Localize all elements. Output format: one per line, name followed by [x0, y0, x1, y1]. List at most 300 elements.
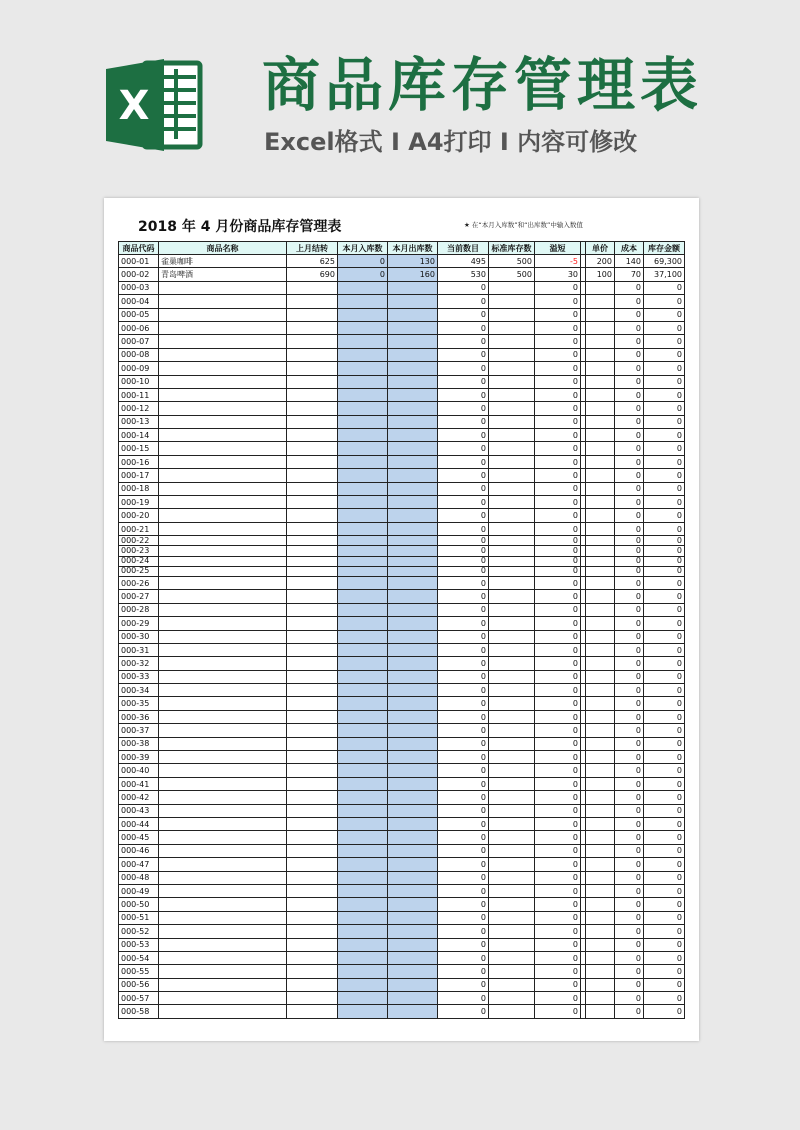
stock-out-cell[interactable]: [388, 938, 438, 951]
stock-in-cell[interactable]: [338, 522, 388, 535]
product-name-cell[interactable]: [159, 724, 287, 737]
product-name-cell[interactable]: [159, 482, 287, 495]
unit-price-cell[interactable]: [586, 1005, 615, 1018]
stock-out-cell[interactable]: [388, 737, 438, 750]
stock-out-cell[interactable]: [388, 777, 438, 790]
unit-price-cell[interactable]: [586, 402, 615, 415]
product-code-cell[interactable]: 000-20: [119, 509, 159, 522]
product-code-cell[interactable]: 000-26: [119, 576, 159, 589]
standard-stock-cell[interactable]: [489, 697, 535, 710]
unit-price-cell[interactable]: 100: [586, 268, 615, 281]
unit-price-cell[interactable]: [586, 590, 615, 603]
standard-stock-cell[interactable]: [489, 388, 535, 401]
last-month-balance-cell[interactable]: [287, 566, 338, 576]
stock-in-cell[interactable]: [338, 670, 388, 683]
product-code-cell[interactable]: 000-04: [119, 295, 159, 308]
stock-out-cell[interactable]: [388, 469, 438, 482]
product-name-cell[interactable]: [159, 455, 287, 468]
stock-in-cell[interactable]: [338, 321, 388, 334]
standard-stock-cell[interactable]: [489, 817, 535, 830]
last-month-balance-cell[interactable]: [287, 630, 338, 643]
product-code-cell[interactable]: 000-51: [119, 911, 159, 924]
unit-price-cell[interactable]: [586, 556, 615, 566]
product-code-cell[interactable]: 000-02: [119, 268, 159, 281]
product-name-cell[interactable]: [159, 335, 287, 348]
unit-price-cell[interactable]: [586, 992, 615, 1005]
product-code-cell[interactable]: 000-08: [119, 348, 159, 361]
standard-stock-cell[interactable]: [489, 1005, 535, 1018]
product-code-cell[interactable]: 000-43: [119, 804, 159, 817]
unit-price-cell[interactable]: [586, 455, 615, 468]
product-name-cell[interactable]: [159, 858, 287, 871]
stock-in-cell[interactable]: [338, 388, 388, 401]
last-month-balance-cell[interactable]: [287, 617, 338, 630]
unit-price-cell[interactable]: [586, 482, 615, 495]
unit-price-cell[interactable]: [586, 751, 615, 764]
stock-out-cell[interactable]: [388, 831, 438, 844]
last-month-balance-cell[interactable]: [287, 911, 338, 924]
product-code-cell[interactable]: 000-17: [119, 469, 159, 482]
unit-price-cell[interactable]: [586, 522, 615, 535]
last-month-balance-cell[interactable]: [287, 556, 338, 566]
unit-price-cell[interactable]: 200: [586, 255, 615, 268]
product-name-cell[interactable]: [159, 925, 287, 938]
stock-in-cell[interactable]: [338, 791, 388, 804]
stock-out-cell[interactable]: [388, 925, 438, 938]
stock-out-cell[interactable]: [388, 898, 438, 911]
unit-price-cell[interactable]: [586, 566, 615, 576]
stock-out-cell[interactable]: [388, 536, 438, 546]
last-month-balance-cell[interactable]: [287, 804, 338, 817]
product-name-cell[interactable]: [159, 992, 287, 1005]
stock-in-cell[interactable]: [338, 844, 388, 857]
product-name-cell[interactable]: [159, 737, 287, 750]
unit-price-cell[interactable]: [586, 375, 615, 388]
stock-out-cell[interactable]: 130: [388, 255, 438, 268]
unit-price-cell[interactable]: [586, 858, 615, 871]
standard-stock-cell[interactable]: [489, 496, 535, 509]
stock-out-cell[interactable]: [388, 442, 438, 455]
stock-out-cell[interactable]: [388, 509, 438, 522]
unit-price-cell[interactable]: [586, 362, 615, 375]
last-month-balance-cell[interactable]: [287, 429, 338, 442]
last-month-balance-cell[interactable]: [287, 710, 338, 723]
standard-stock-cell[interactable]: [489, 536, 535, 546]
stock-in-cell[interactable]: [338, 804, 388, 817]
stock-out-cell[interactable]: [388, 871, 438, 884]
stock-out-cell[interactable]: [388, 817, 438, 830]
standard-stock-cell[interactable]: [489, 308, 535, 321]
stock-out-cell[interactable]: [388, 335, 438, 348]
stock-in-cell[interactable]: [338, 429, 388, 442]
product-name-cell[interactable]: [159, 817, 287, 830]
stock-out-cell[interactable]: [388, 751, 438, 764]
standard-stock-cell[interactable]: [489, 546, 535, 556]
stock-out-cell[interactable]: [388, 455, 438, 468]
stock-in-cell[interactable]: [338, 724, 388, 737]
stock-in-cell[interactable]: [338, 884, 388, 897]
last-month-balance-cell[interactable]: 625: [287, 255, 338, 268]
last-month-balance-cell[interactable]: [287, 1005, 338, 1018]
stock-in-cell[interactable]: [338, 566, 388, 576]
product-code-cell[interactable]: 000-45: [119, 831, 159, 844]
last-month-balance-cell[interactable]: [287, 402, 338, 415]
product-code-cell[interactable]: 000-33: [119, 670, 159, 683]
product-code-cell[interactable]: 000-31: [119, 643, 159, 656]
product-code-cell[interactable]: 000-10: [119, 375, 159, 388]
standard-stock-cell[interactable]: [489, 630, 535, 643]
last-month-balance-cell[interactable]: [287, 335, 338, 348]
last-month-balance-cell[interactable]: [287, 871, 338, 884]
product-code-cell[interactable]: 000-42: [119, 791, 159, 804]
last-month-balance-cell[interactable]: [287, 751, 338, 764]
product-name-cell[interactable]: [159, 951, 287, 964]
product-code-cell[interactable]: 000-34: [119, 684, 159, 697]
unit-price-cell[interactable]: [586, 657, 615, 670]
stock-in-cell[interactable]: [338, 348, 388, 361]
product-code-cell[interactable]: 000-40: [119, 764, 159, 777]
product-code-cell[interactable]: 000-05: [119, 308, 159, 321]
unit-price-cell[interactable]: [586, 281, 615, 294]
stock-in-cell[interactable]: [338, 630, 388, 643]
standard-stock-cell[interactable]: [489, 925, 535, 938]
stock-in-cell[interactable]: [338, 978, 388, 991]
stock-in-cell[interactable]: [338, 871, 388, 884]
product-name-cell[interactable]: [159, 657, 287, 670]
stock-in-cell[interactable]: [338, 737, 388, 750]
last-month-balance-cell[interactable]: [287, 697, 338, 710]
product-name-cell[interactable]: [159, 617, 287, 630]
stock-out-cell[interactable]: [388, 281, 438, 294]
unit-price-cell[interactable]: [586, 684, 615, 697]
stock-out-cell[interactable]: [388, 429, 438, 442]
unit-price-cell[interactable]: [586, 415, 615, 428]
unit-price-cell[interactable]: [586, 710, 615, 723]
last-month-balance-cell[interactable]: [287, 469, 338, 482]
stock-out-cell[interactable]: [388, 670, 438, 683]
standard-stock-cell[interactable]: [489, 455, 535, 468]
product-code-cell[interactable]: 000-56: [119, 978, 159, 991]
stock-in-cell[interactable]: [338, 925, 388, 938]
standard-stock-cell[interactable]: [489, 281, 535, 294]
unit-price-cell[interactable]: [586, 911, 615, 924]
product-code-cell[interactable]: 000-41: [119, 777, 159, 790]
product-name-cell[interactable]: [159, 566, 287, 576]
product-code-cell[interactable]: 000-18: [119, 482, 159, 495]
last-month-balance-cell[interactable]: [287, 817, 338, 830]
last-month-balance-cell[interactable]: [287, 362, 338, 375]
stock-out-cell[interactable]: [388, 362, 438, 375]
stock-in-cell[interactable]: [338, 831, 388, 844]
last-month-balance-cell[interactable]: [287, 509, 338, 522]
last-month-balance-cell[interactable]: [287, 348, 338, 361]
unit-price-cell[interactable]: [586, 737, 615, 750]
product-name-cell[interactable]: [159, 415, 287, 428]
stock-in-cell[interactable]: [338, 455, 388, 468]
stock-in-cell[interactable]: [338, 858, 388, 871]
standard-stock-cell[interactable]: [489, 482, 535, 495]
product-name-cell[interactable]: [159, 590, 287, 603]
stock-out-cell[interactable]: [388, 617, 438, 630]
standard-stock-cell[interactable]: [489, 348, 535, 361]
standard-stock-cell[interactable]: [489, 657, 535, 670]
stock-in-cell[interactable]: [338, 643, 388, 656]
product-code-cell[interactable]: 000-29: [119, 617, 159, 630]
product-name-cell[interactable]: [159, 388, 287, 401]
product-code-cell[interactable]: 000-47: [119, 858, 159, 871]
standard-stock-cell[interactable]: [489, 603, 535, 616]
unit-price-cell[interactable]: [586, 777, 615, 790]
last-month-balance-cell[interactable]: [287, 764, 338, 777]
product-code-cell[interactable]: 000-30: [119, 630, 159, 643]
stock-out-cell[interactable]: [388, 482, 438, 495]
stock-out-cell[interactable]: [388, 375, 438, 388]
standard-stock-cell[interactable]: [489, 402, 535, 415]
product-code-cell[interactable]: 000-22: [119, 536, 159, 546]
product-name-cell[interactable]: [159, 911, 287, 924]
stock-in-cell[interactable]: [338, 710, 388, 723]
stock-in-cell[interactable]: [338, 308, 388, 321]
stock-out-cell[interactable]: [388, 576, 438, 589]
product-name-cell[interactable]: [159, 965, 287, 978]
last-month-balance-cell[interactable]: [287, 951, 338, 964]
product-name-cell[interactable]: [159, 898, 287, 911]
product-name-cell[interactable]: [159, 402, 287, 415]
unit-price-cell[interactable]: [586, 871, 615, 884]
last-month-balance-cell[interactable]: [287, 643, 338, 656]
last-month-balance-cell[interactable]: [287, 308, 338, 321]
stock-out-cell[interactable]: [388, 546, 438, 556]
standard-stock-cell[interactable]: [489, 724, 535, 737]
last-month-balance-cell[interactable]: [287, 522, 338, 535]
last-month-balance-cell[interactable]: [287, 321, 338, 334]
product-code-cell[interactable]: 000-25: [119, 566, 159, 576]
unit-price-cell[interactable]: [586, 724, 615, 737]
stock-out-cell[interactable]: [388, 630, 438, 643]
stock-out-cell[interactable]: [388, 858, 438, 871]
product-name-cell[interactable]: [159, 295, 287, 308]
last-month-balance-cell[interactable]: [287, 295, 338, 308]
product-code-cell[interactable]: 000-14: [119, 429, 159, 442]
stock-in-cell[interactable]: [338, 697, 388, 710]
unit-price-cell[interactable]: [586, 951, 615, 964]
last-month-balance-cell[interactable]: [287, 737, 338, 750]
unit-price-cell[interactable]: [586, 884, 615, 897]
last-month-balance-cell[interactable]: [287, 925, 338, 938]
product-code-cell[interactable]: 000-39: [119, 751, 159, 764]
unit-price-cell[interactable]: [586, 335, 615, 348]
unit-price-cell[interactable]: [586, 670, 615, 683]
standard-stock-cell[interactable]: [489, 617, 535, 630]
last-month-balance-cell[interactable]: [287, 965, 338, 978]
last-month-balance-cell[interactable]: [287, 978, 338, 991]
stock-out-cell[interactable]: [388, 295, 438, 308]
standard-stock-cell[interactable]: [489, 884, 535, 897]
unit-price-cell[interactable]: [586, 844, 615, 857]
standard-stock-cell[interactable]: [489, 938, 535, 951]
standard-stock-cell[interactable]: [489, 978, 535, 991]
unit-price-cell[interactable]: [586, 630, 615, 643]
standard-stock-cell[interactable]: [489, 670, 535, 683]
stock-in-cell[interactable]: [338, 603, 388, 616]
stock-out-cell[interactable]: [388, 804, 438, 817]
standard-stock-cell[interactable]: [489, 442, 535, 455]
stock-in-cell[interactable]: [338, 751, 388, 764]
product-name-cell[interactable]: [159, 710, 287, 723]
last-month-balance-cell[interactable]: [287, 791, 338, 804]
product-code-cell[interactable]: 000-50: [119, 898, 159, 911]
standard-stock-cell[interactable]: [489, 556, 535, 566]
stock-out-cell[interactable]: [388, 884, 438, 897]
product-code-cell[interactable]: 000-24: [119, 556, 159, 566]
stock-in-cell[interactable]: [338, 281, 388, 294]
unit-price-cell[interactable]: [586, 429, 615, 442]
stock-out-cell[interactable]: [388, 1005, 438, 1018]
product-name-cell[interactable]: [159, 684, 287, 697]
last-month-balance-cell[interactable]: [287, 375, 338, 388]
standard-stock-cell[interactable]: [489, 335, 535, 348]
last-month-balance-cell[interactable]: [287, 496, 338, 509]
product-name-cell[interactable]: [159, 375, 287, 388]
product-code-cell[interactable]: 000-03: [119, 281, 159, 294]
product-code-cell[interactable]: 000-58: [119, 1005, 159, 1018]
product-code-cell[interactable]: 000-15: [119, 442, 159, 455]
product-name-cell[interactable]: [159, 429, 287, 442]
standard-stock-cell[interactable]: 500: [489, 255, 535, 268]
product-code-cell[interactable]: 000-35: [119, 697, 159, 710]
product-name-cell[interactable]: [159, 697, 287, 710]
stock-out-cell[interactable]: [388, 348, 438, 361]
last-month-balance-cell[interactable]: [287, 938, 338, 951]
product-name-cell[interactable]: [159, 791, 287, 804]
stock-in-cell[interactable]: [338, 684, 388, 697]
product-name-cell[interactable]: [159, 496, 287, 509]
last-month-balance-cell[interactable]: [287, 657, 338, 670]
last-month-balance-cell[interactable]: [287, 546, 338, 556]
stock-in-cell[interactable]: [338, 375, 388, 388]
stock-in-cell[interactable]: [338, 992, 388, 1005]
product-code-cell[interactable]: 000-23: [119, 546, 159, 556]
standard-stock-cell[interactable]: [489, 804, 535, 817]
stock-out-cell[interactable]: [388, 556, 438, 566]
stock-in-cell[interactable]: [338, 536, 388, 546]
product-name-cell[interactable]: [159, 509, 287, 522]
product-name-cell[interactable]: [159, 630, 287, 643]
product-code-cell[interactable]: 000-44: [119, 817, 159, 830]
standard-stock-cell[interactable]: [489, 684, 535, 697]
product-name-cell[interactable]: [159, 844, 287, 857]
stock-out-cell[interactable]: 160: [388, 268, 438, 281]
product-name-cell[interactable]: [159, 603, 287, 616]
stock-out-cell[interactable]: [388, 496, 438, 509]
unit-price-cell[interactable]: [586, 321, 615, 334]
unit-price-cell[interactable]: [586, 643, 615, 656]
standard-stock-cell[interactable]: [489, 992, 535, 1005]
stock-in-cell[interactable]: [338, 469, 388, 482]
unit-price-cell[interactable]: [586, 546, 615, 556]
standard-stock-cell[interactable]: [489, 710, 535, 723]
product-name-cell[interactable]: [159, 670, 287, 683]
product-name-cell[interactable]: [159, 362, 287, 375]
product-code-cell[interactable]: 000-37: [119, 724, 159, 737]
product-code-cell[interactable]: 000-38: [119, 737, 159, 750]
standard-stock-cell[interactable]: [489, 764, 535, 777]
unit-price-cell[interactable]: [586, 295, 615, 308]
stock-out-cell[interactable]: [388, 402, 438, 415]
stock-in-cell[interactable]: [338, 817, 388, 830]
unit-price-cell[interactable]: [586, 978, 615, 991]
unit-price-cell[interactable]: [586, 603, 615, 616]
stock-out-cell[interactable]: [388, 844, 438, 857]
stock-in-cell[interactable]: [338, 764, 388, 777]
stock-in-cell[interactable]: [338, 482, 388, 495]
unit-price-cell[interactable]: [586, 925, 615, 938]
last-month-balance-cell[interactable]: [287, 536, 338, 546]
product-code-cell[interactable]: 000-48: [119, 871, 159, 884]
product-code-cell[interactable]: 000-06: [119, 321, 159, 334]
stock-out-cell[interactable]: [388, 388, 438, 401]
last-month-balance-cell[interactable]: 690: [287, 268, 338, 281]
product-name-cell[interactable]: [159, 536, 287, 546]
stock-out-cell[interactable]: [388, 965, 438, 978]
stock-out-cell[interactable]: [388, 415, 438, 428]
product-code-cell[interactable]: 000-19: [119, 496, 159, 509]
product-name-cell[interactable]: [159, 469, 287, 482]
product-name-cell[interactable]: [159, 978, 287, 991]
standard-stock-cell[interactable]: 500: [489, 268, 535, 281]
standard-stock-cell[interactable]: [489, 965, 535, 978]
stock-out-cell[interactable]: [388, 684, 438, 697]
product-code-cell[interactable]: 000-46: [119, 844, 159, 857]
stock-in-cell[interactable]: [338, 362, 388, 375]
unit-price-cell[interactable]: [586, 791, 615, 804]
product-name-cell[interactable]: [159, 321, 287, 334]
standard-stock-cell[interactable]: [489, 375, 535, 388]
standard-stock-cell[interactable]: [489, 858, 535, 871]
last-month-balance-cell[interactable]: [287, 590, 338, 603]
standard-stock-cell[interactable]: [489, 791, 535, 804]
standard-stock-cell[interactable]: [489, 643, 535, 656]
product-code-cell[interactable]: 000-07: [119, 335, 159, 348]
unit-price-cell[interactable]: [586, 831, 615, 844]
unit-price-cell[interactable]: [586, 697, 615, 710]
product-name-cell[interactable]: [159, 442, 287, 455]
product-name-cell[interactable]: [159, 546, 287, 556]
standard-stock-cell[interactable]: [489, 751, 535, 764]
stock-out-cell[interactable]: [388, 603, 438, 616]
unit-price-cell[interactable]: [586, 965, 615, 978]
stock-out-cell[interactable]: [388, 724, 438, 737]
stock-out-cell[interactable]: [388, 710, 438, 723]
unit-price-cell[interactable]: [586, 817, 615, 830]
standard-stock-cell[interactable]: [489, 777, 535, 790]
standard-stock-cell[interactable]: [489, 951, 535, 964]
last-month-balance-cell[interactable]: [287, 670, 338, 683]
product-name-cell[interactable]: [159, 308, 287, 321]
product-name-cell[interactable]: [159, 831, 287, 844]
unit-price-cell[interactable]: [586, 308, 615, 321]
stock-in-cell[interactable]: [338, 442, 388, 455]
product-name-cell[interactable]: [159, 522, 287, 535]
product-code-cell[interactable]: 000-13: [119, 415, 159, 428]
last-month-balance-cell[interactable]: [287, 777, 338, 790]
stock-in-cell[interactable]: [338, 965, 388, 978]
unit-price-cell[interactable]: [586, 348, 615, 361]
standard-stock-cell[interactable]: [489, 898, 535, 911]
stock-out-cell[interactable]: [388, 978, 438, 991]
stock-out-cell[interactable]: [388, 951, 438, 964]
standard-stock-cell[interactable]: [489, 871, 535, 884]
